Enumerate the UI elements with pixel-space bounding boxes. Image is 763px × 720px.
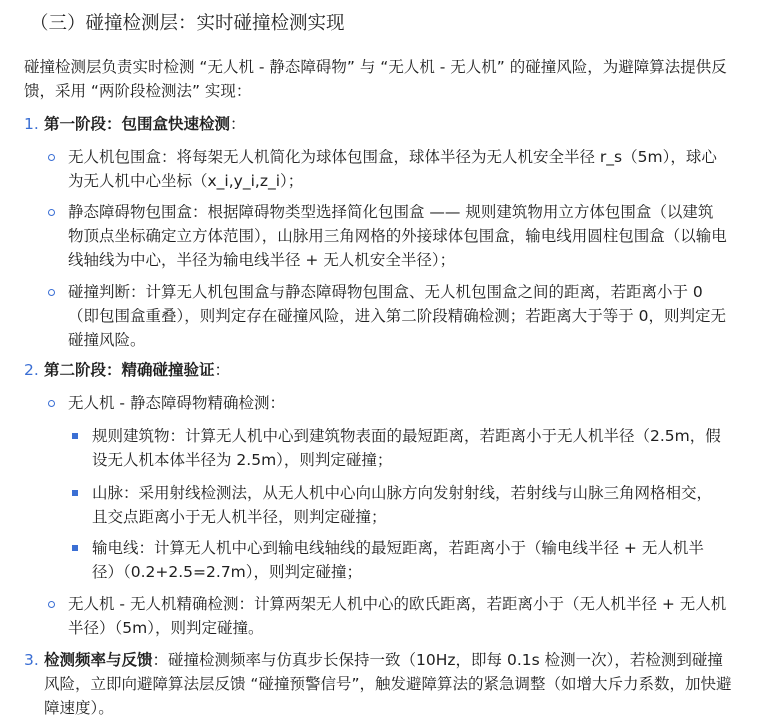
square-bullet-icon xyxy=(72,433,78,439)
list-item-tail: ： xyxy=(230,115,246,133)
list-item-title: 检测频率与反馈 xyxy=(44,651,153,669)
circle-bullet-icon xyxy=(48,289,55,296)
list-item-tail: ：碰撞检测频率与仿真步长保持一致（10Hz，即每 0.1s 检测一次），若检测到碰撞风险，立即向避障算法层反馈 “碰撞预警信号”，触发避障算法的紧急调整（如增大斥力系数，加快避障速度）。 xyxy=(44,651,732,717)
square-bullet-icon xyxy=(72,545,78,551)
list-item-title: 第二阶段：精确碰撞验证 xyxy=(44,361,215,379)
intro-paragraph: 碰撞检测层负责实时检测 “无人机 - 静态障碍物” 与 “无人机 - 无人机” 的碰撞风险，为避障算法提供反馈，采用 “两阶段检测法” 实现： xyxy=(24,58,727,100)
sub-sub-item xyxy=(72,481,752,529)
list-item-3 xyxy=(24,648,744,720)
sub-item xyxy=(48,145,728,193)
sub-item-text: 碰撞判断：计算无人机包围盒与静态障碍物包围盒、无人机包围盒之间的距离，若距离小于 0（即包围盒重叠），则判定存在碰撞风险，进入第二阶段精确检测；若距离大于等于 0，则判定无碰撞风险。 xyxy=(68,283,727,349)
sub-item xyxy=(48,200,728,272)
list-item-2 xyxy=(24,358,744,382)
sub-item xyxy=(48,280,728,352)
sub-sub-item-text: 规则建筑物：计算无人机中心到建筑物表面的最短距离，若距离小于无人机半径（2.5m，假设无人机本体半径为 2.5m），则判定碰撞； xyxy=(92,427,721,469)
sub-item-text: 无人机 - 静态障碍物精确检测： xyxy=(68,394,285,412)
list-item-title: 第一阶段：包围盒快速检测 xyxy=(44,115,231,133)
circle-bullet-icon xyxy=(48,601,55,608)
circle-bullet-icon xyxy=(48,400,55,407)
list-item-tail: ： xyxy=(214,361,231,379)
list-number: 3. xyxy=(24,651,39,669)
list-number: 2. xyxy=(24,361,39,379)
list-number: 1. xyxy=(24,115,39,133)
sub-sub-item xyxy=(72,424,752,472)
sub-sub-item xyxy=(72,536,752,584)
section-heading: （三）碰撞检测层：实时碰撞检测实现 xyxy=(30,13,345,34)
sub-item-text: 静态障碍物包围盒：根据障碍物类型选择简化包围盒 —— 规则建筑物用立方体包围盒（以建筑物顶点坐标确定立方体范围），山脉用三角网格的外接球体包围盒，输电线用圆柱包围盒（以输电线轴线为中心，半径为输电线半径 + 无人机安全半径）； xyxy=(68,203,727,269)
circle-bullet-icon xyxy=(48,209,55,216)
circle-bullet-icon xyxy=(48,154,55,161)
sub-item xyxy=(48,592,728,640)
sub-item-text: 无人机 - 无人机精确检测：计算两架无人机中心的欧氏距离，若距离小于（无人机半径 + 无人机半径）（5m），则判定碰撞。 xyxy=(68,595,727,637)
sub-item-text: 无人机包围盒：将每架无人机简化为球体包围盒，球体半径为无人机安全半径 r_s（5m），球心为无人机中心坐标（x_i,y_i,z_i）； xyxy=(68,148,717,190)
sub-sub-item-text: 山脉：采用射线检测法，从无人机中心向山脉方向发射射线，若射线与山脉三角网格相交，且交点距离小于无人机半径，则判定碰撞； xyxy=(92,484,713,526)
square-bullet-icon xyxy=(72,490,78,496)
list-item-1 xyxy=(24,112,744,136)
sub-item xyxy=(48,391,728,415)
sub-sub-item-text: 输电线：计算无人机中心到输电线轴线的最短距离，若距离小于（输电线半径 + 无人机半径）（0.2+2.5=2.7m），则判定碰撞； xyxy=(92,539,704,581)
